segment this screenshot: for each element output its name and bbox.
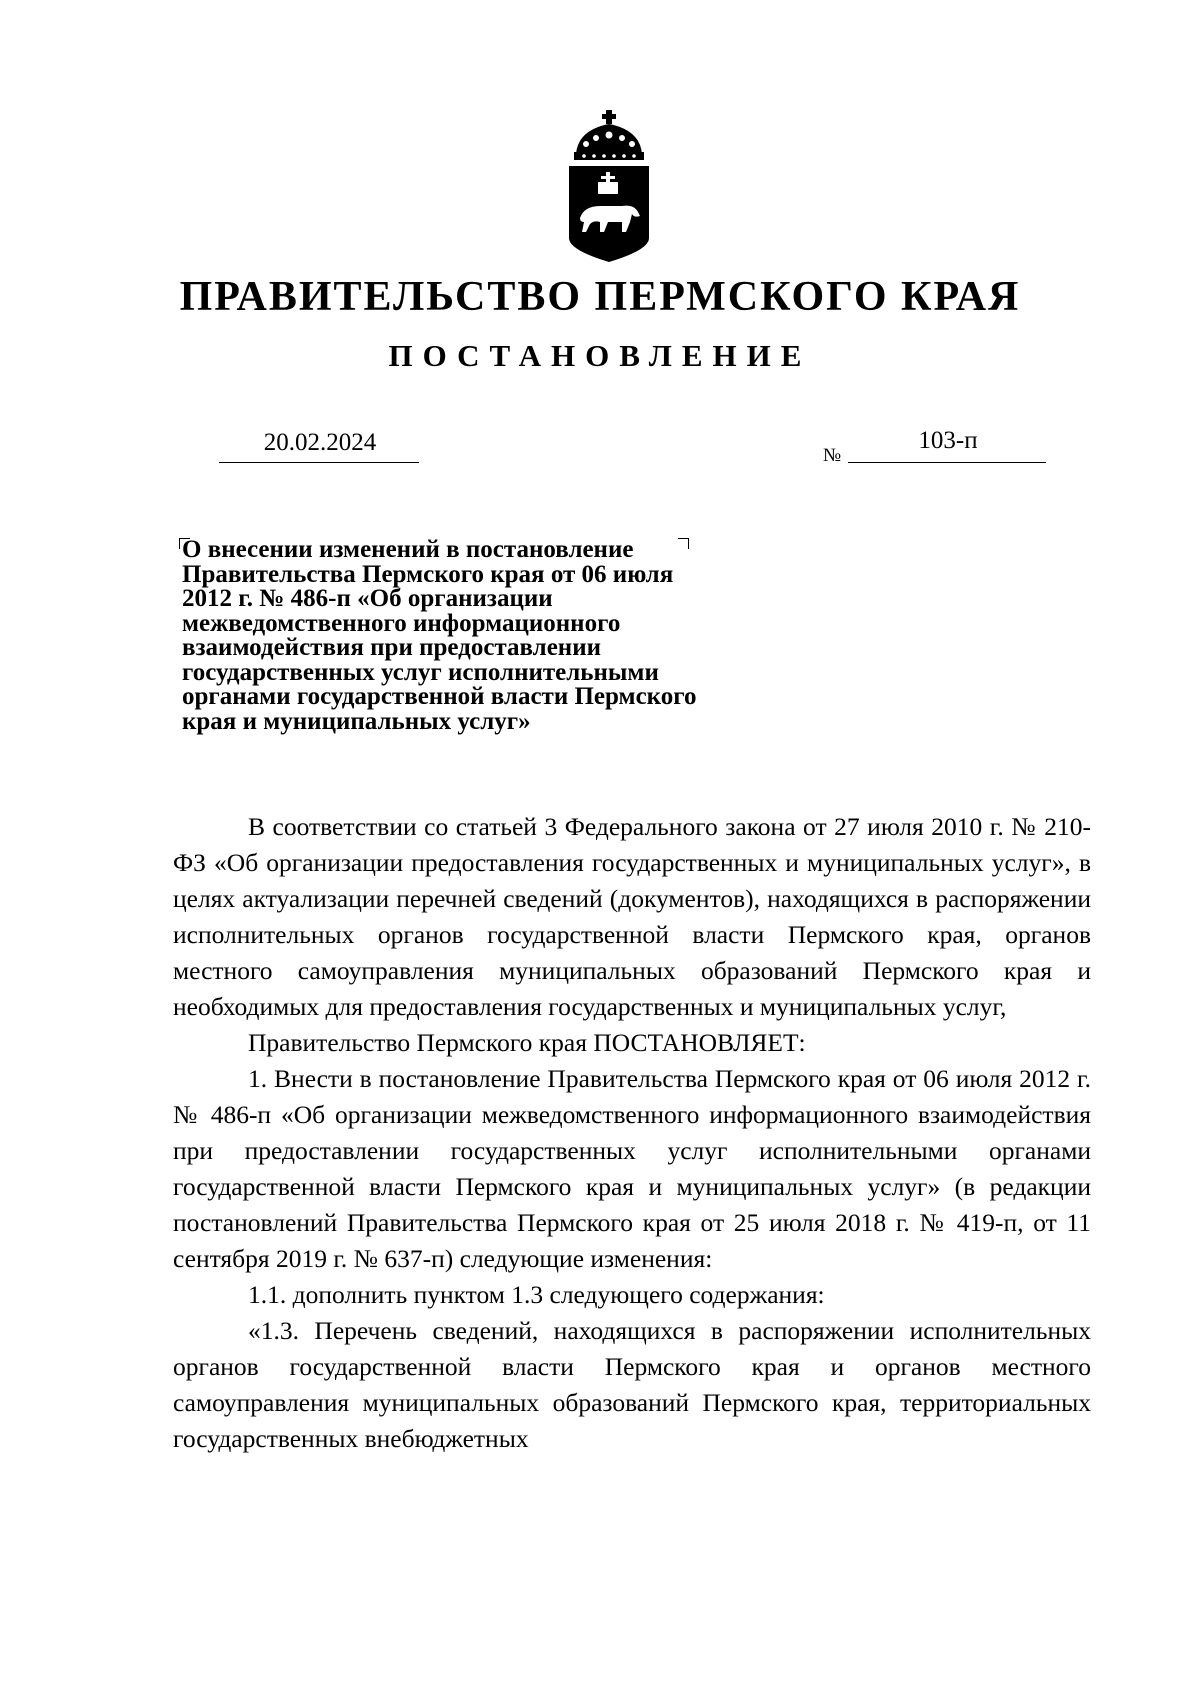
document-number: 103-п — [918, 427, 978, 454]
date-underline — [219, 462, 419, 463]
number-underline — [848, 462, 1046, 463]
subject-line: органами государственной власти Пермского — [182, 683, 697, 710]
document-subject — [182, 538, 802, 734]
document-type: ПОСТАНОВЛЕНИЕ — [388, 338, 812, 373]
government-title: ПРАВИТЕЛЬСТВО ПЕРМСКОГО КРАЯ — [179, 274, 1021, 320]
subject-line: взаимодействия при предоставлении — [182, 634, 602, 661]
body-paragraph-item-1-3: «1.3. Перечень сведений, находящихся в распоряжении исполнительных органов государственной власти Пермского края и органов местного самоуправления муниципальных образований Пермского края, территориальных государственных внебюджетных — [173, 1316, 1091, 1453]
body-paragraph-item-1-1: 1.1. дополнить пунктом 1.3 следующего содержания: — [248, 1280, 825, 1309]
number-sign: № — [823, 445, 842, 466]
subject-line: государственных услуг исполнительными — [182, 658, 659, 686]
subject-line: края и муниципальных услуг» — [182, 707, 531, 735]
document-date: 20.02.2024 — [263, 429, 377, 456]
subject-line: 2012 г. № 486-п «Об организации — [182, 585, 553, 612]
coat-of-arms-icon — [564, 110, 654, 262]
body-paragraph-preamble: В соответствии со статьей 3 Федерального закона от 27 июля 2010 г. № 210-ФЗ «Об организации предоставления государственных и муниципальных услуг», в целях актуализации перечней сведений (документов), находящихся в распоряжении исполнительных органов государственной власти Пермского края, органов местного самоуправления муниципальных образований Пермского края и необходимых для предоставления государственных и муниципальных услуг, — [173, 812, 1091, 1021]
subject-line: межведомственного информационного — [182, 609, 621, 637]
document-body — [173, 809, 1091, 1457]
body-paragraph-item-1: 1. Внести в постановление Правительства Пермского края от 06 июля 2012 г. № 486-п «Об организации межведомственного информационного взаимодействия при предоставлении государственных услуг исполнительными органами государственной власти Пермского края и муниципальных услуг» (в редакции постановлений Правительства Пермского края от 25 июля 2018 г. № 419-п, от 11 сентября 2019 г. № 637-п) следующие изменения: — [173, 1064, 1091, 1273]
subject-line: О внесении изменений в постановление — [182, 536, 634, 563]
body-paragraph-resolution: Правительство Пермского края ПОСТАНОВЛЯЕТ: — [248, 1028, 806, 1057]
subject-line: Правительства Пермского края от 06 июля — [182, 560, 674, 588]
